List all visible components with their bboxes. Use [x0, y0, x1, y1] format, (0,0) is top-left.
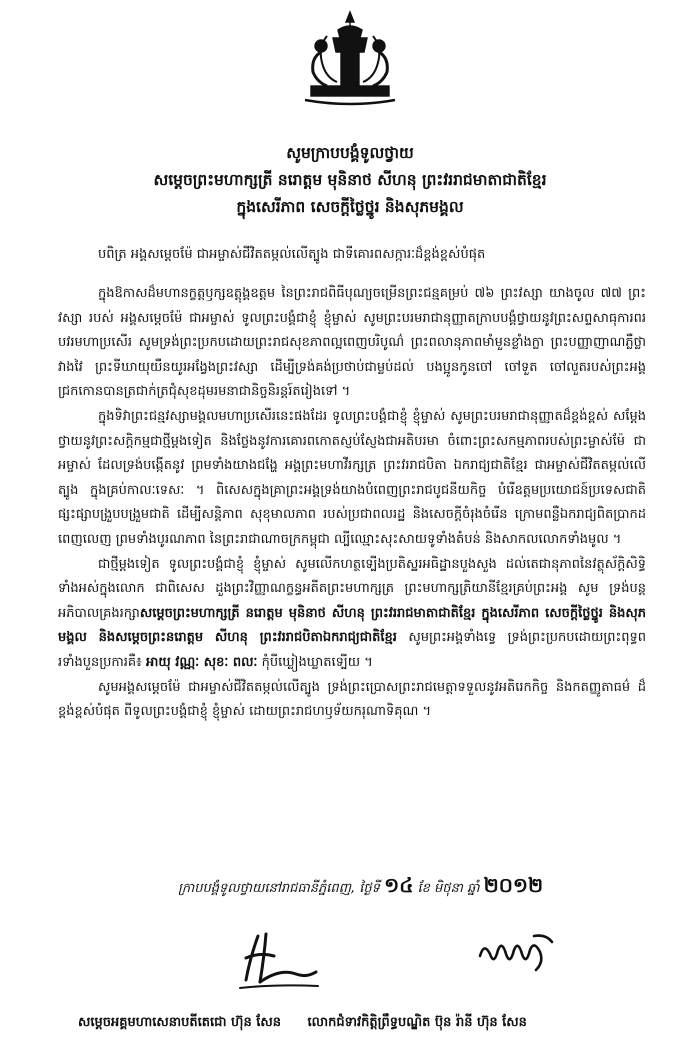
- signers: [78, 1012, 678, 1034]
- date-month: មិថុនា: [434, 881, 463, 896]
- date-month-label: ខែ: [417, 881, 430, 896]
- address-line-2: សម្តេចព្រះមហាក្សត្រី នរោត្តម មុនិនាថ សីហនុ ព្រះវររាជមាតាជាតិខ្មែរ: [153, 171, 547, 189]
- date-year: ២០១២: [483, 873, 544, 897]
- paragraph-3-text-b: សូមព្រះអង្គទាំងទ្វេ ទ្រង់ព្រះប្រកបដោយព្រះពុទ្ធពរទាំងបួនប្រការគឺ៖: [58, 630, 647, 670]
- date-year-label: ឆ្នាំ: [467, 881, 480, 896]
- royal-arms-of-cambodia-icon: [297, 8, 403, 108]
- address-line-3: ក្នុងសេរីភាព សេចក្តីថ្លៃថ្នូរ និងសុភមង្គល: [236, 198, 464, 216]
- signer-2: លោកជំទាវកិត្តិព្រឹទ្ធបណ្ឌិត ប៊ុន រ៉ានី ហ៊ុន សែន: [307, 1015, 527, 1030]
- paragraph-2: ក្នុងទិវាព្រះជន្មវស្សាមង្គលមហាប្រសើរនេះផងដែរ ទូលព្រះបង្គំជាខ្ញុំ ខ្ញុំម្ចាស់ សូមព្រះបរមរាជានុញ្ញាតដ៏ខ្ពង់ខ្ពស់ សម្តែងថ្វាយនូវព្រះសក្តិកម្មជាថ្មីម្តងទៀត និងថ្លែងនូវការគោរពកោតស្ញប់ស្ញែងជាអតិបរមា ចំពោះព្រះសកម្មភាពរបស់ព្រះម្ចាស់ម៉ែ ជាអម្ចាស់ ដែលទ្រង់បង្កើតនូវ ព្រមទាំងយាងជង្ហែ អង្គព្រះមហាវីរក្សត្រ ព្រះវររាជបិតា ឯករាជ្យជាតិខ្មែរ ជាអម្ចាស់ជីវិតតម្កល់លើត្បូង ក្នុងគ្រប់កាលៈទេសៈ ។ ពិសេសក្នុងគ្រាព្រះអង្គទ្រង់យាងបំពេញព្រះរាជបូជនីយកិច្ច បំរើឧត្តមប្រយោជន៍ប្រទេសជាតិ ផ្សះផ្សាបង្រួបបង្រួមជាតិ ដើម្បីសន្តិភាព សុខុមាលភាព របស់ប្រជាពលរដ្ឋ និងសេចក្តីចំរុងចំរើន ក្រោមពន្លឺឯករាជ្យពិតប្រាកដ ពេញលេញ ព្រមទាំងបូរណភាព នៃព្រះរាជាណាចក្រកម្ពុជា ល្បីឈ្មោះសុះសាយទូទាំងតំបន់ និងសាកលលោកទាំងមូល ។: [58, 408, 646, 547]
- paragraph-1: ក្នុងឱកាសដ៏មហានក្ខត្តឫក្សឧត្តុង្គឧត្តម នៃព្រះរាជពិធីបុណ្យចម្រើនព្រះជន្មគម្រប់ ៧៦ ព្រះវស្សា យាងចូល ៧៧ ព្រះវស្សា របស់ អង្គសម្តេចម៉ែ ជាអម្ចាស់ ទូលព្រះបង្គំជាខ្ញុំ ខ្ញុំម្ចាស់ សូមព្រះបរមរាជានុញ្ញាតក្រាបបង្គំថ្វាយនូវព្រះសព្ទសាធុការពរ បវរមហាប្រសើរ សូមទ្រង់ព្រះប្រកបដោយព្រះរាជសុខភាពល្អពេញបរិបូណ៌ ព្រះពលានុភាពមាំមួនខ្លាំងក្លា ព្រះបញ្ញាញាណភ្លឺថ្លាវាងវៃ ព្រះទីឃាយុយឺនយូរអង្វែងព្រះវស្សា ដើម្បីទ្រង់គង់ប្រថាប់ជាម្លប់ដល់ បងប្អូនកូនចៅ ចៅទួត ចៅលួតរបស់ព្រះអង្គ ជ្រកកោនបានត្រជាក់ត្រជុំសុខដុមរមនាជានិច្ចនិរន្តរ៍តរៀងទៅ ។: [58, 286, 646, 400]
- paragraph-3-text-c: កុំបីឃ្លៀងឃ្លាតទ្បើយ ។: [261, 654, 373, 670]
- dateline-prefix: ក្រាបបង្គំទូលថ្វាយនៅរាជធានីភ្នំពេញ, ថ្ងៃទី: [178, 881, 380, 896]
- salutation: បពិត្រ អង្គសម្តេចម៉ែ ជាអម្ចាស់ជីវិតតម្កល់លើត្បូង ជាទីគោរពសក្ការៈដ៏ខ្ពង់ខ្ពស់បំផុត: [98, 247, 486, 262]
- letter-body: [58, 282, 646, 725]
- signature-2: [474, 932, 558, 976]
- paragraph-3-highlight: សម្តេចព្រះមហាក្សត្រី នរោត្តម មុនិនាថ សីហនុ ព្រះវររាជមាតាជាតិខ្មែរ ក្នុងសេរីភាព សេចក្តីថ្លៃថ្នូរ និងសុភមង្គល និងសម្តេចព្រះនរោត្តម សីហនុ ព្រះវររាជបិតាឯករាជ្យជាតិខ្មែរ: [58, 605, 646, 646]
- paragraph-3: [58, 553, 646, 676]
- address-line-1: សូមក្រាបបង្គំទូលថ្វាយ: [286, 144, 414, 162]
- date-day: ១៤: [384, 873, 414, 897]
- paragraph-4: សូមអង្គសម្តេចម៉ែ ជាអម្ចាស់ជីវិតតម្កល់លើត្បូង ទ្រង់ព្រះប្រោសព្រះរាជមេត្តាទទួលនូវអតិរេកកិច្ច និងកតញ្ញូតាធម៌ ដ៏ខ្ពង់ខ្ពស់បំផុត ពីទូលព្រះបង្គំជាខ្ញុំ ខ្ញុំម្ចាស់ ដោយព្រះរាជហឫទ័យករុណាទិគុណ ។: [58, 679, 646, 720]
- address-heading: [60, 140, 640, 221]
- signature-1: [236, 928, 320, 994]
- paragraph-3-text-a: ជាថ្មីម្តងទៀត ទូលព្រះបង្គំជាខ្ញុំ ខ្ញុំម្ចាស់ សូមលើកហត្ថទ្បើងប្រតិស្ឋរអធិដ្ឋានបួងសួង ដល់តេជានុភាពនៃវត្ថុស័ក្តិសិទ្ធិទាំងអស់ក្នុងលោក ជាពិសេស ដួងព្រះវិញ្ញាណក្ខន្ធអតីតព្រះមហាក្សត្រ ព្រះមហាក្សត្រិយានីខ្មែរគ្រប់ព្រះអង្គ សូម ទ្រង់បន្តអភិបាលគ្រងរក្សា: [58, 556, 646, 621]
- signer-1: សម្តេចអគ្គមហាសេនាបតីតេជោ ហ៊ុន សែន: [78, 1015, 281, 1030]
- dateline: [178, 872, 648, 902]
- blessing-words: អាយុ វណ្ណៈ សុខៈ ពលៈ: [146, 654, 258, 670]
